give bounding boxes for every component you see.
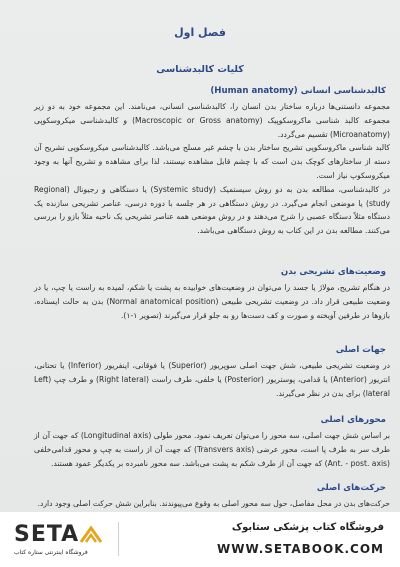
paragraph: در وضعیت تشریحی طبیعی، شش جهت اصلی سوپریور (Superior) یا فوقانی، اینفریور (Inferior) یا تحتانی، انتریور (Anterior) یا قدامی، پوستریور (Posterior) یا خلفی، طرف راست (Right lateral) و طرف چپ (Left lateral) برای بدن در نظر می‌گیرند. [34, 361, 390, 398]
paragraph: مجموعه دانستنی‌ها درباره ساختار بدن انسان را، کالبدشناسی انسانی، می‌نامند. این مجموعه خود به دو زیر مجموعه کالبد شناسی ماکروسکوپیک (Macroscopic or Gross anatomy) و کالبدشناسی میکروسکوپی (Microanatomy) تقسیم می‌گردد. [34, 102, 391, 139]
anatomical-position-heading: وضعیت‌های تشریحی بدن [280, 267, 386, 277]
paragraph: حرکت‌های بدن در محل مفاصل، حول سه محور اصلی به وقوع می‌پیوندند. بنابراین شش حرکت اصلی وجود دارد. [37, 499, 390, 508]
paragraph: بر اساس شش جهت اصلی، سه محور را می‌توان تعریف نمود. محور طولی (Longitudinal axis) که جهت آن از طرف سر به طرف پا است، محور عرضی (Transvers axis) که جهت آن از راست به چپ و محور قدامی‌خلفی (Ant. - post. axis) که جهت آن از طرف شکم به پشت می‌باشد. سه محور نامبرده بر یکدیگر عمود هستند. [34, 431, 390, 468]
shop-url[interactable]: WWW.SETABOOK.COM [216, 542, 384, 556]
paragraph: در هنگام تشریح، مولاژ یا جسد را می‌توان در وضعیت‌های خوابیده به پشت یا شکم، لمیده به راست یا چپ، یا در وضعیت طبیعی قرار داد. در وضعیت تشریحی طبیعی (Normal anatomical position) بدن به حالت ایستاده، بازوها در طرفین آویخته و صورت و کف دست‌ها رو به جلو قرار می‌گیرند (تصویر ۱-۱). [34, 283, 391, 320]
paragraph: در کالبدشناسی، مطالعه بدن به دو روش سیستمیک (Systemic study) یا دستگاهی و رجیونال (Regional study) یا موضعی انجام می‌گیرد. در روش دستگاهی در هر جلسه با دوره درسی، عناصر تشریحی سازنده یک دستگاه مثلاً دستگاه عصبی را شرح می‌دهند و در روش موضعی همه عناصر تشریحی یک ناحیه مثلاً بازو را بررسی می‌کنند. مطالعه بدن در این کتاب به روش دستگاهی می‌باشد. [34, 184, 390, 236]
human-anatomy-heading-fa: کالبدشناسی انسانی [300, 86, 386, 96]
chapter-title: فصل اول [174, 26, 226, 39]
main-axes-body [34, 429, 390, 470]
paragraph: کالبد شناسی ماکروسکوپی تشریح ساختار بدن با چشم غیر مسلح می‌باشد. کالبدشناسی میکروسکوپی تشریح آن دسته از ساختارهای کوچک بدن است که با چشم قابل مشاهده نیستند، لذا برای مشاهده و تشریح آنها به وجود میکروسکوپ نیاز است. [34, 143, 390, 180]
section-title: کلیات کالبدشناسی [156, 64, 244, 75]
anatomical-position-body [34, 281, 390, 322]
main-movements-body [34, 497, 390, 511]
logo-wordmark: SETA [14, 522, 80, 547]
store-banner [0, 512, 400, 567]
setabook-logo [14, 522, 104, 558]
main-axes-heading: محورهای اصلی [320, 415, 386, 425]
footer-divider [118, 522, 119, 556]
human-anatomy-heading [210, 86, 386, 96]
book-stack-icon [78, 522, 104, 548]
main-directions-heading: جهات اصلی [335, 345, 386, 355]
main-directions-body [34, 359, 390, 400]
shop-name: فروشگاه کتاب پزشکی ستابوک [231, 522, 384, 533]
human-anatomy-heading-en: (Human anatomy) [210, 86, 298, 96]
logo-subtitle: فروشگاه اینترنتی ستاره کتاب [14, 549, 88, 556]
main-movements-heading: حرکت‌های اصلی [316, 483, 386, 493]
human-anatomy-body [34, 100, 390, 238]
